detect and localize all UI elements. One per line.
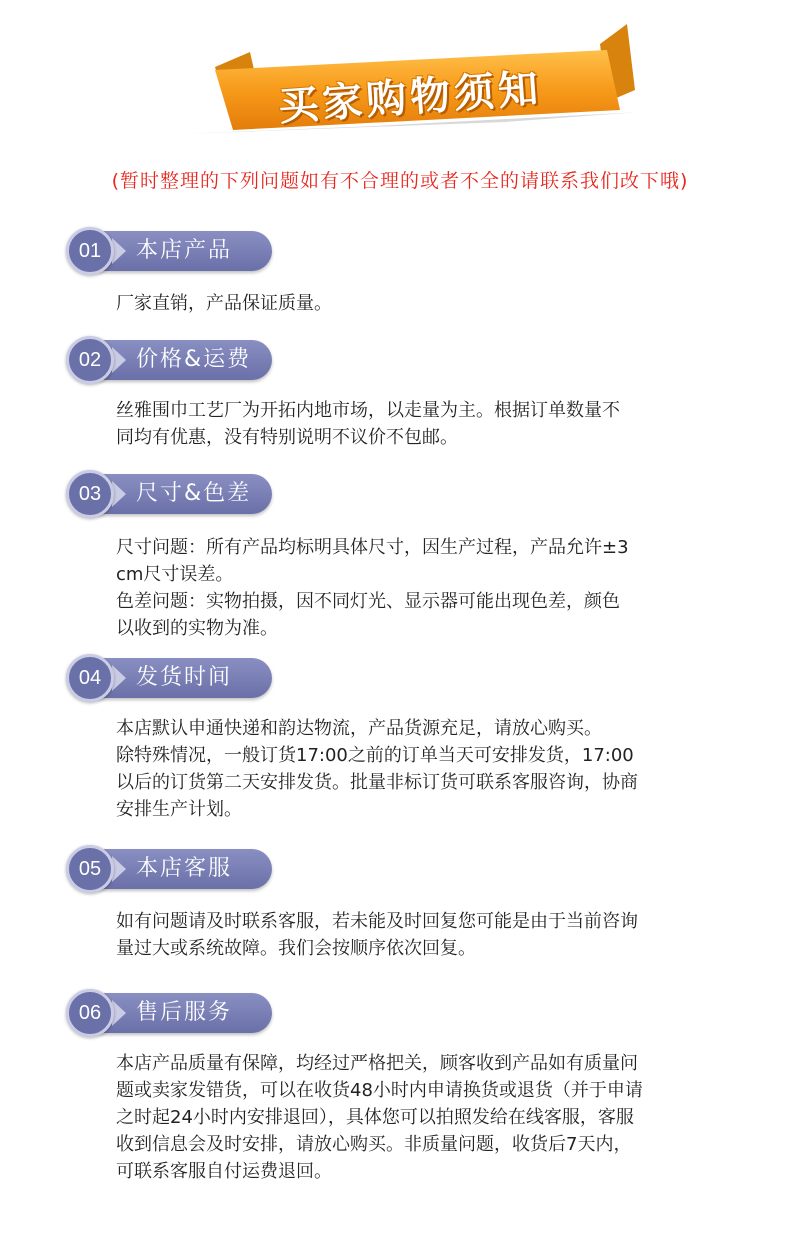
body-line: 可联系客服自付运费退回。	[116, 1161, 332, 1182]
section-header-03	[66, 470, 276, 518]
arrow-icon	[112, 665, 126, 691]
section-header-06	[66, 989, 276, 1037]
body-line: 以后的订货第二天安排发货。批量非标订货可联系客服咨询，协商	[116, 772, 638, 793]
body-line: 题或卖家发错货，可以在收货48小时内申请换货或退货（并于申请	[116, 1080, 643, 1101]
body-line: 丝雅围巾工艺厂为开拓内地市场，以走量为主。根据订单数量不	[116, 400, 620, 421]
body-line: cm尺寸误差。	[116, 564, 234, 585]
section-header-05	[66, 845, 276, 893]
body-line: 以收到的实物为准。	[116, 618, 278, 639]
arrow-icon	[112, 481, 126, 507]
body-line: 尺寸问题：所有产品均标明具体尺寸，因生产过程，产品允许±3	[116, 537, 629, 558]
section-body-02	[116, 397, 736, 451]
section-body-01	[116, 290, 736, 317]
body-line: 如有问题请及时联系客服，若未能及时回复您可能是由于当前咨询	[116, 911, 638, 932]
body-line: 量过大或系统故障。我们会按顺序依次回复。	[116, 938, 476, 959]
body-line: 之时起24小时内安排退回），具体您可以拍照发给在线客服，客服	[116, 1107, 634, 1128]
section-title: 售后服务	[136, 1000, 233, 1025]
section-body-03	[116, 534, 736, 642]
section-header-01	[66, 227, 276, 275]
section-title: 价格&运费	[136, 347, 252, 372]
body-line: 本店默认申通快递和韵达物流，产品货源充足，请放心购买。	[116, 718, 602, 739]
section-title: 尺寸&色差	[136, 481, 252, 506]
arrow-icon	[112, 347, 126, 373]
body-line: 除特殊情况，一般订货17:00之前的订单当天可安排发货，17:00	[116, 745, 634, 766]
arrow-icon	[112, 1000, 126, 1026]
banner-title: 买家购物须知	[276, 65, 544, 131]
section-number-badge: 01	[66, 227, 114, 275]
body-line: 安排生产计划。	[116, 799, 242, 820]
section-title: 本店产品	[136, 238, 233, 263]
section-number-badge: 06	[66, 989, 114, 1037]
section-number-badge: 04	[66, 654, 114, 702]
section-number-badge: 05	[66, 845, 114, 893]
section-header-04	[66, 654, 276, 702]
body-line: 收到信息会及时安排，请放心购买。非质量问题，收货后7天内，	[116, 1134, 632, 1155]
section-number-badge: 02	[66, 336, 114, 384]
section-title: 本店客服	[136, 856, 233, 881]
body-line: 色差问题：实物拍摄，因不同灯光、显示器可能出现色差，颜色	[116, 591, 620, 612]
body-line: 厂家直销，产品保证质量。	[116, 293, 332, 314]
notice-text: (暂时整理的下列问题如有不合理的或者不全的请联系我们改下哦)	[111, 170, 689, 192]
arrow-icon	[112, 856, 126, 882]
section-body-06	[116, 1050, 736, 1185]
section-body-05	[116, 908, 736, 962]
section-number-badge: 03	[66, 470, 114, 518]
body-line: 同均有优惠，没有特别说明不议价不包邮。	[116, 427, 458, 448]
body-line: 本店产品质量有保障，均经过严格把关，顾客收到产品如有质量问	[116, 1053, 638, 1074]
arrow-icon	[112, 238, 126, 264]
section-header-02	[66, 336, 276, 384]
section-title: 发货时间	[136, 665, 233, 690]
header-banner	[175, 22, 645, 150]
section-body-04	[116, 715, 736, 823]
